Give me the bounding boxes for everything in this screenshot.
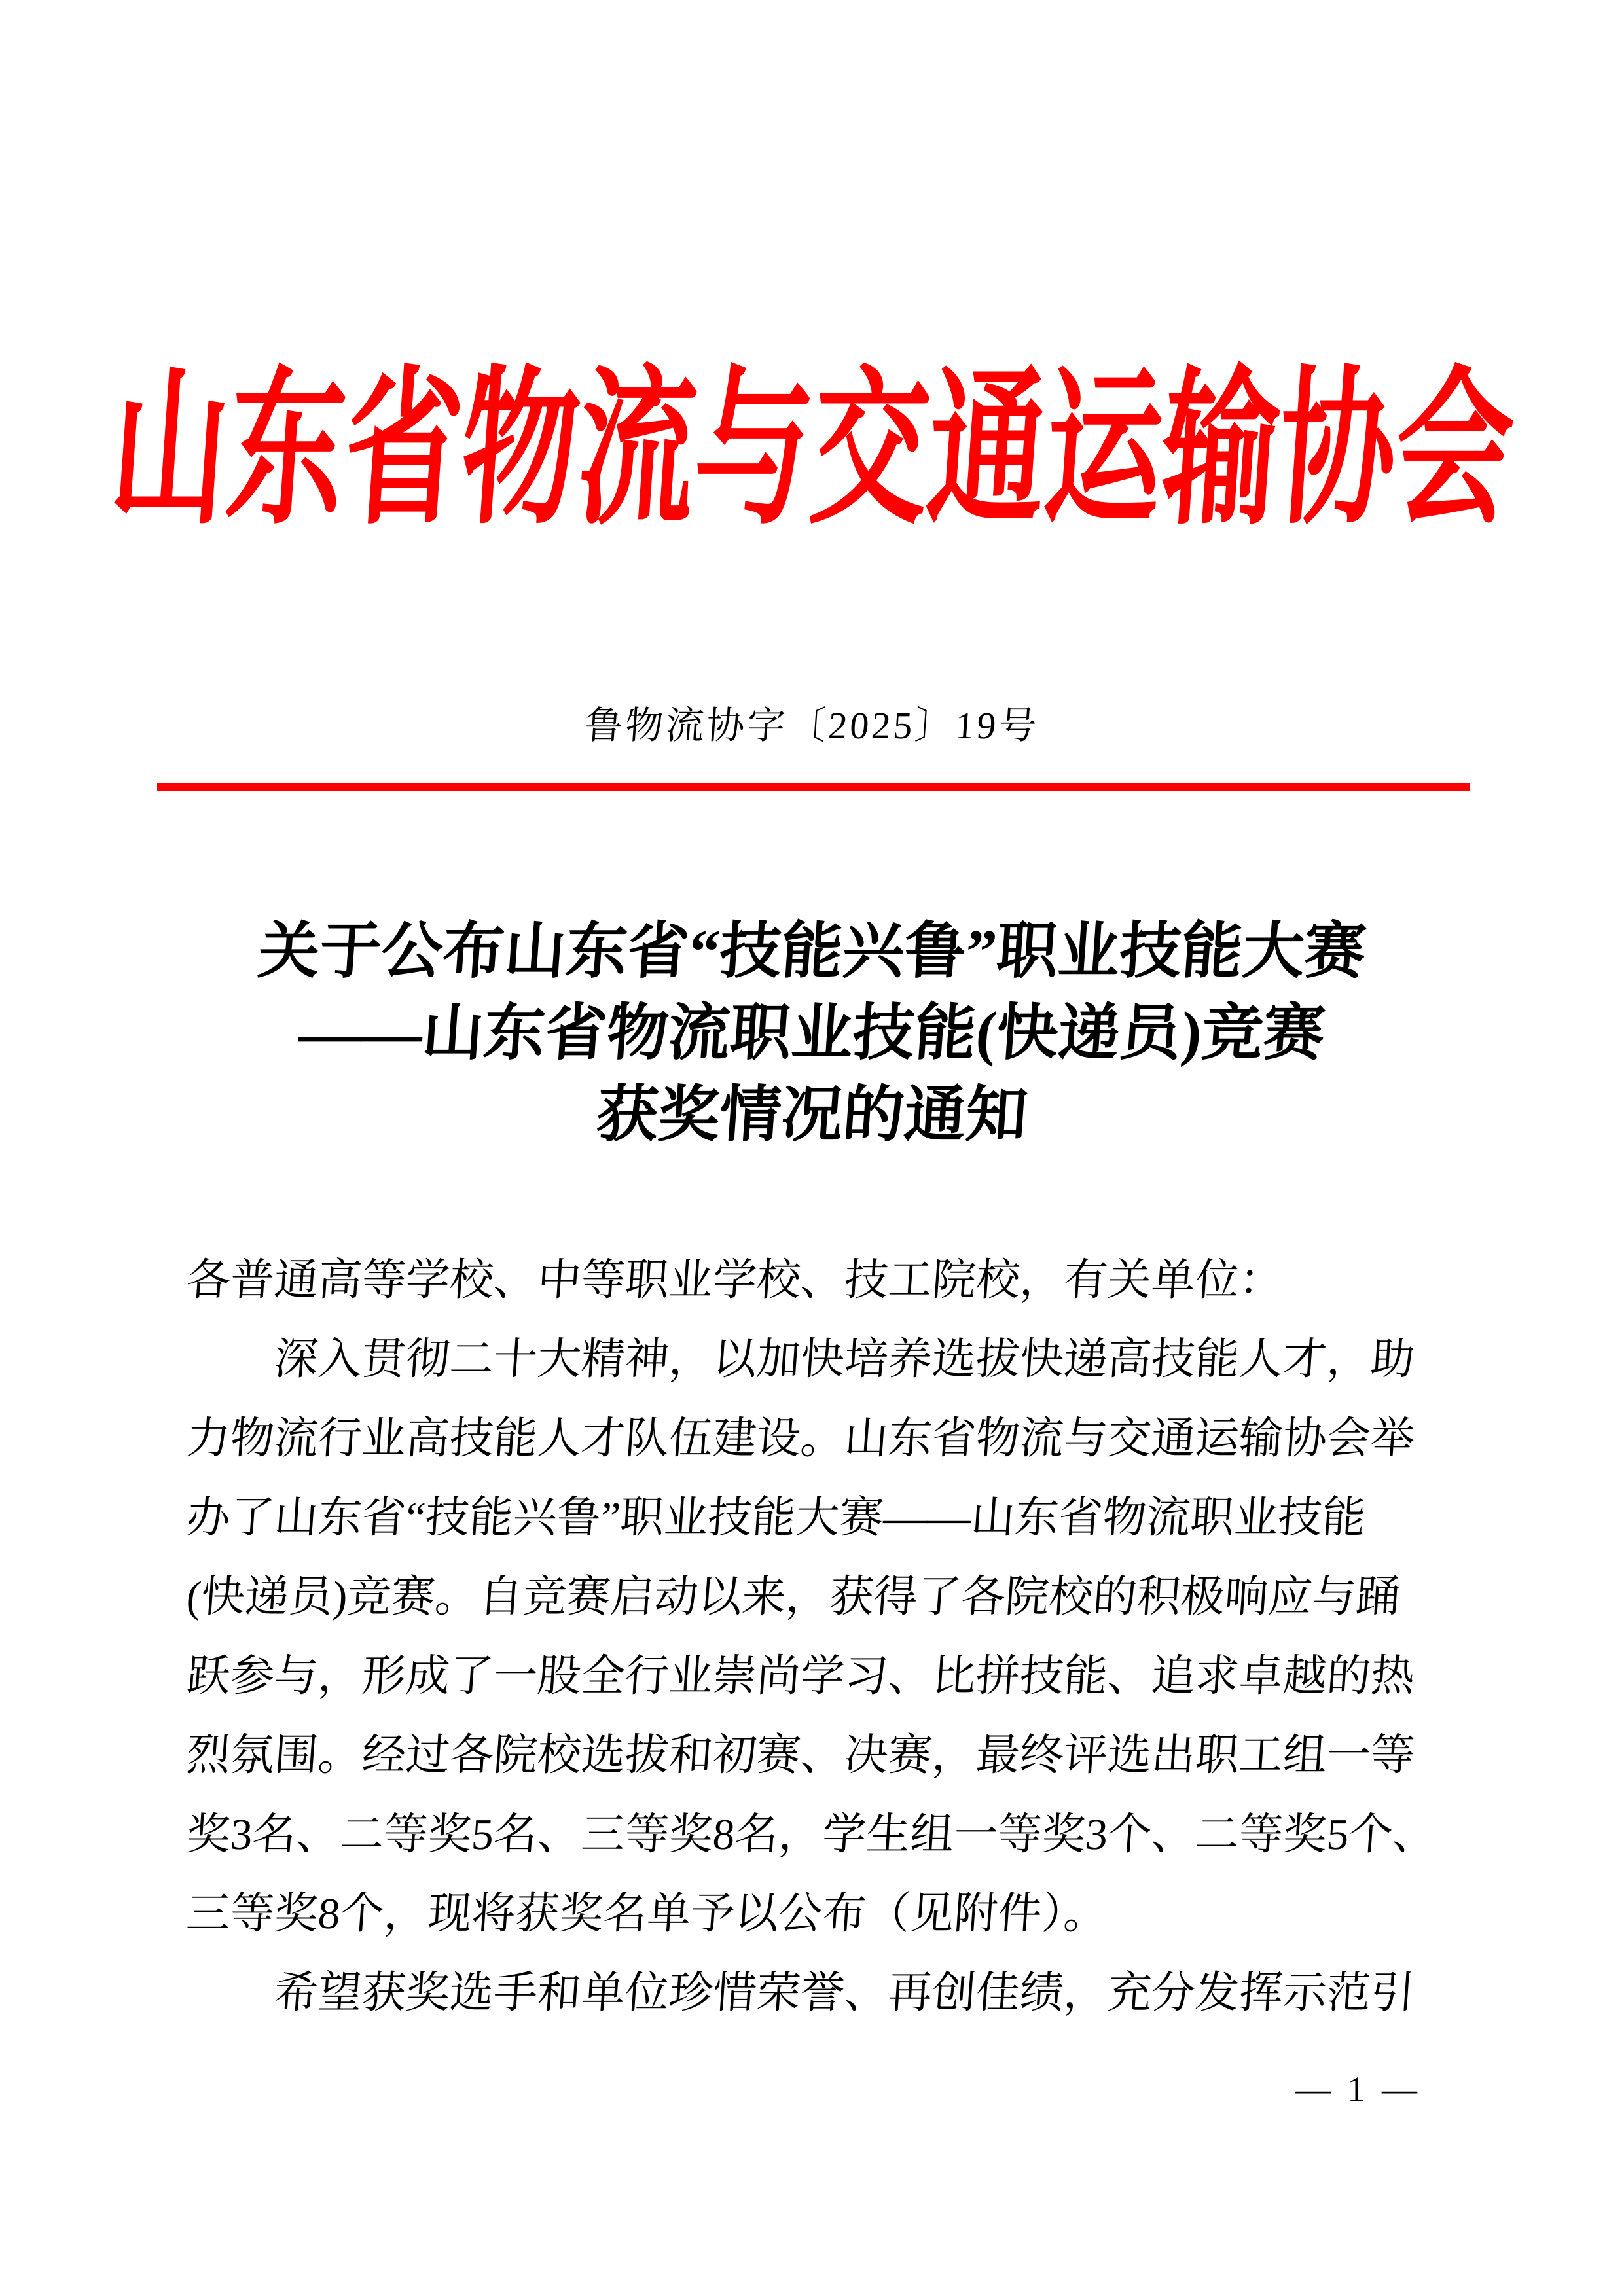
red-divider-line [157,783,1470,791]
document-title [0,911,1624,1157]
body-line: 深入贯彻二十大精神，以加快培养选拔快递高技能人才，助 [272,1335,1416,1384]
body-line: 烈氛围。经过各院校选拔和初赛、决赛，最终评选出职工组一等 [185,1731,1416,1780]
body-line: 希望获奖选手和单位珍惜荣誉、再创佳绩，充分发挥示范引 [272,1969,1416,2017]
letterhead-org-title: 山东省物流与交通运输协会 [105,357,1519,545]
body-line: 力物流行业高技能人才队伍建设。山东省物流与交通运输协会举 [185,1414,1416,1463]
salutation-line: 各普通高等学校、中等职业学校、技工院校，有关单位： [185,1256,1285,1304]
body-line: 奖3名、二等奖5名、三等奖8名，学生组一等奖3个、二等奖5个、 [185,1810,1439,1859]
body-line: 办了山东省“技能兴鲁”职业技能大赛——山东省物流职业技能 [185,1494,1368,1542]
document-title-line-3: 获奖情况的通知 [594,1081,1030,1149]
document-title-line-1: 关于公布山东省“技能兴鲁”职业技能大赛 [255,918,1369,986]
body-line: (快递员)竞赛。自竞赛启动以来，获得了各院校的积极响应与踊 [185,1573,1402,1621]
document-title-line-2: ——山东省物流职业技能(快递员)竞赛 [297,999,1327,1067]
body-line: 三等奖8个，现将获奖名单予以公布（见附件）。 [185,1890,1110,1938]
doc-reference-number: 鲁物流协字〔2025〕19号 [583,704,1041,747]
document-body [187,1241,1479,2033]
body-line: 跃参与，形成了一股全行业崇尚学习、比拼技能、追求卓越的热 [185,1652,1416,1700]
page-number: — 1 — [1295,2070,1421,2109]
